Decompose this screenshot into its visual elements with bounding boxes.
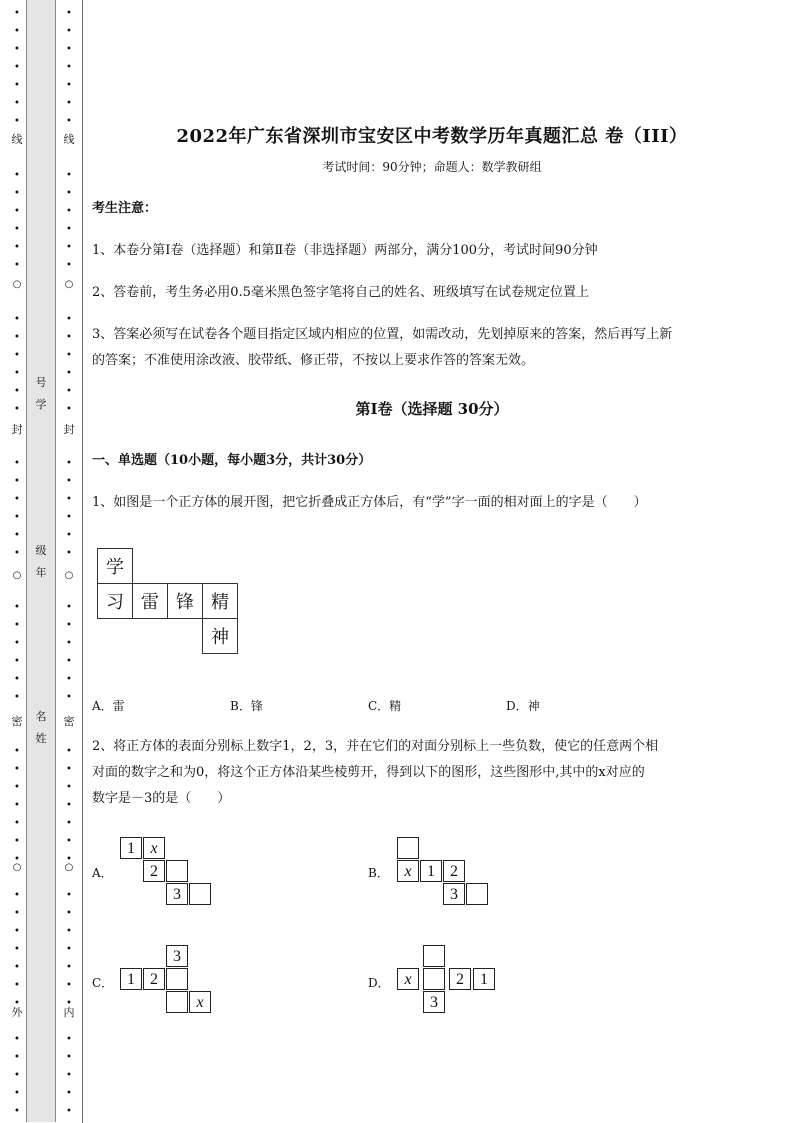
seal-dot: • xyxy=(14,764,20,775)
seal-circle: ○ xyxy=(12,570,22,581)
seal-dot: • xyxy=(66,350,72,361)
fig-d-cell-x: x xyxy=(397,968,419,990)
seal-dot: • xyxy=(66,62,72,73)
seal-dot: • xyxy=(14,476,20,487)
q2-option-c[interactable]: C． xyxy=(92,976,114,990)
seal-dot: • xyxy=(14,800,20,811)
seal-dot: • xyxy=(14,170,20,181)
seal-dot: • xyxy=(66,476,72,487)
seal-dot: • xyxy=(14,332,20,343)
name-label: 名姓 xyxy=(35,710,47,745)
seal-dot: • xyxy=(14,458,20,469)
seal-dot: • xyxy=(66,764,72,775)
fig-b-cell-blank-1 xyxy=(397,837,419,859)
binding-line xyxy=(82,0,83,1123)
fig-a-cell-1: 1 xyxy=(120,837,142,859)
fig-b-cell-2: 2 xyxy=(443,860,465,882)
seal-dot: • xyxy=(66,44,72,55)
seal-marker: 外 xyxy=(11,1006,23,1019)
notice-item-2: 2、答卷前，考生务必用0.5毫米黑色签字笔将自己的姓名、班级填写在试卷规定位置上 xyxy=(92,285,589,300)
fig-c-cell-x: x xyxy=(189,991,211,1013)
net-cell-feng: 锋 xyxy=(168,584,203,619)
inner-seal-column xyxy=(62,0,76,1123)
seal-dot: • xyxy=(66,656,72,667)
seal-dot: • xyxy=(14,746,20,757)
question-2-stem-line-1: 2、将正方体的表面分别标上数字1，2，3，并在它们的对面分别标上一些负数，使它的任意两个相 xyxy=(92,739,659,754)
net-cell-lei: 雷 xyxy=(133,584,168,619)
seal-dot: • xyxy=(66,638,72,649)
question-1-stem: 1、如图是一个正方体的展开图，把它折叠成正方体后，有“学”字一面的相对面上的字是（ ） xyxy=(92,495,647,510)
seal-dot: • xyxy=(14,620,20,631)
seal-dot: • xyxy=(66,530,72,541)
seal-dot: • xyxy=(66,404,72,415)
seal-dot: • xyxy=(66,512,72,523)
seal-dot: • xyxy=(14,224,20,235)
seal-dot: • xyxy=(66,206,72,217)
seal-dot: • xyxy=(66,980,72,991)
seal-marker: 封 xyxy=(11,423,23,436)
seal-dot: • xyxy=(14,530,20,541)
q1-option-a[interactable]: A．雷 xyxy=(92,699,125,713)
seal-circle: ○ xyxy=(64,279,74,290)
seal-dot: • xyxy=(14,1088,20,1099)
seal-dot: • xyxy=(66,746,72,757)
student-id-label: 号学 xyxy=(35,376,47,411)
seal-marker: 密 xyxy=(11,715,23,728)
q1-option-b[interactable]: B．锋 xyxy=(230,699,263,713)
seal-dot: • xyxy=(14,242,20,253)
fig-a-cell-blank-1 xyxy=(166,860,188,882)
seal-dot: • xyxy=(66,854,72,865)
seal-dot: • xyxy=(66,458,72,469)
seal-dot: • xyxy=(66,926,72,937)
seal-dot: • xyxy=(14,656,20,667)
seal-dot: • xyxy=(14,548,20,559)
seal-dot: • xyxy=(66,782,72,793)
net-cell-shen: 神 xyxy=(203,619,238,654)
seal-dot: • xyxy=(14,998,20,1009)
seal-dot: • xyxy=(66,620,72,631)
seal-dot: • xyxy=(66,314,72,325)
fig-b-cell-x: x xyxy=(397,860,419,882)
fig-c-cell-3: 3 xyxy=(166,945,188,967)
seal-dot: • xyxy=(14,350,20,361)
net-cell-jing: 精 xyxy=(203,584,238,619)
seal-dot: • xyxy=(14,44,20,55)
seal-dot: • xyxy=(14,116,20,127)
seal-dot: • xyxy=(14,1070,20,1081)
fig-b-cell-1: 1 xyxy=(420,860,442,882)
section-title: 第I卷（选择题 30分） xyxy=(355,400,509,418)
seal-dot: • xyxy=(66,494,72,505)
grade-label: 级年 xyxy=(35,544,47,579)
seal-dot: • xyxy=(66,116,72,127)
seal-marker: 封 xyxy=(63,423,75,436)
seal-dot: • xyxy=(66,800,72,811)
seal-marker: 内 xyxy=(63,1006,75,1019)
seal-dot: • xyxy=(14,944,20,955)
seal-dot: • xyxy=(14,368,20,379)
notice-item-3: 3、答案必须写在试卷各个题目指定区域内相应的位置，如需改动，先划掉原来的答案，然后再写上新 xyxy=(92,327,673,342)
seal-marker: 线 xyxy=(63,133,75,146)
fig-b-cell-blank-2 xyxy=(466,883,488,905)
seal-dot: • xyxy=(66,908,72,919)
seal-dot: • xyxy=(14,62,20,73)
notice-item-1: 1、本卷分第I卷（选择题）和第Ⅱ卷（非选择题）两部分，满分100分，考试时间90分钟 xyxy=(92,243,598,258)
seal-dot: • xyxy=(66,1034,72,1045)
notice-item-3-cont: 的答案；不准使用涂改液、胶带纸、修正带，不按以上要求作答的答案无效。 xyxy=(92,353,535,368)
seal-dot: • xyxy=(14,26,20,37)
seal-dot: • xyxy=(14,1034,20,1045)
seal-dot: • xyxy=(14,404,20,415)
seal-dot: • xyxy=(14,962,20,973)
seal-dot: • xyxy=(14,674,20,685)
seal-dot: • xyxy=(14,926,20,937)
seal-dot: • xyxy=(66,260,72,271)
seal-dot: • xyxy=(66,962,72,973)
seal-dot: • xyxy=(66,170,72,181)
seal-circle: ○ xyxy=(12,862,22,873)
seal-dot: • xyxy=(14,602,20,613)
fig-b-cell-3: 3 xyxy=(443,883,465,905)
seal-dot: • xyxy=(14,314,20,325)
seal-dot: • xyxy=(14,206,20,217)
seal-dot: • xyxy=(14,260,20,271)
part-heading: 一、单选题（10小题，每小题3分，共计30分） xyxy=(92,453,372,468)
seal-dot: • xyxy=(14,638,20,649)
seal-dot: • xyxy=(66,548,72,559)
fig-a-cell-2: 2 xyxy=(143,860,165,882)
seal-dot: • xyxy=(14,818,20,829)
seal-dot: • xyxy=(14,854,20,865)
seal-dot: • xyxy=(14,1052,20,1063)
seal-dot: • xyxy=(66,368,72,379)
seal-dot: • xyxy=(66,224,72,235)
seal-circle: ○ xyxy=(12,279,22,290)
fig-d-cell-blank-1 xyxy=(423,945,445,967)
seal-dot: • xyxy=(66,26,72,37)
fig-a-cell-blank-2 xyxy=(189,883,211,905)
seal-dot: • xyxy=(66,836,72,847)
seal-dot: • xyxy=(14,980,20,991)
seal-circle: ○ xyxy=(64,862,74,873)
q1-option-c[interactable]: C．精 xyxy=(368,699,402,713)
seal-dot: • xyxy=(66,602,72,613)
question-2-stem-line-3: 数字是－3的是（ ） xyxy=(92,791,231,806)
q1-cube-net xyxy=(97,548,238,654)
question-2-stem-line-2: 对面的数字之和为0，将这个正方体沿某些棱剪开，得到以下的图形，这些图形中,其中的x对应的 xyxy=(92,765,645,780)
q2-option-d[interactable]: D． xyxy=(368,976,390,990)
seal-marker: 密 xyxy=(63,715,75,728)
seal-circle: ○ xyxy=(64,570,74,581)
seal-dot: • xyxy=(14,692,20,703)
seal-dot: • xyxy=(14,1106,20,1117)
seal-dot: • xyxy=(14,782,20,793)
seal-marker: 线 xyxy=(11,133,23,146)
seal-dot: • xyxy=(66,692,72,703)
seal-dot: • xyxy=(66,8,72,19)
notice-heading: 考生注意： xyxy=(92,201,158,216)
seal-dot: • xyxy=(66,674,72,685)
fig-c-cell-blank-2 xyxy=(166,991,188,1013)
fig-c-cell-2: 2 xyxy=(143,968,165,990)
seal-dot: • xyxy=(14,386,20,397)
seal-dot: • xyxy=(14,512,20,523)
seal-dot: • xyxy=(14,836,20,847)
outer-seal-column xyxy=(10,0,24,1123)
seal-dot: • xyxy=(66,890,72,901)
seal-dot: • xyxy=(66,1070,72,1081)
net-cell-xi: 习 xyxy=(98,584,133,619)
seal-dot: • xyxy=(14,80,20,91)
page-title: 2022年广东省深圳市宝安区中考数学历年真题汇总 卷（III） xyxy=(176,126,688,147)
fig-d-cell-blank-2 xyxy=(423,968,445,990)
seal-dot: • xyxy=(66,1106,72,1117)
fig-a-cell-x: x xyxy=(143,837,165,859)
seal-dot: • xyxy=(66,80,72,91)
seal-dot: • xyxy=(66,98,72,109)
q2-option-b[interactable]: B． xyxy=(368,866,389,880)
fig-d-cell-2: 2 xyxy=(449,968,471,990)
q2-option-a[interactable]: A． xyxy=(92,866,113,880)
seal-dot: • xyxy=(66,818,72,829)
seal-dot: • xyxy=(14,494,20,505)
fig-a-cell-3: 3 xyxy=(166,883,188,905)
seal-dot: • xyxy=(66,386,72,397)
seal-dot: • xyxy=(66,332,72,343)
page-subtitle: 考试时间：90分钟；命题人：数学教研组 xyxy=(322,160,542,174)
seal-dot: • xyxy=(14,8,20,19)
seal-dot: • xyxy=(14,908,20,919)
seal-dot: • xyxy=(66,944,72,955)
seal-dot: • xyxy=(66,1088,72,1099)
binding-margin xyxy=(0,0,84,1123)
seal-dot: • xyxy=(66,188,72,199)
fig-d-cell-3: 3 xyxy=(423,991,445,1013)
seal-dot: • xyxy=(66,998,72,1009)
fig-c-cell-1: 1 xyxy=(120,968,142,990)
seal-dot: • xyxy=(66,1052,72,1063)
q1-option-d[interactable]: D．神 xyxy=(506,699,540,713)
net-cell-xue: 学 xyxy=(98,549,133,584)
seal-dot: • xyxy=(14,890,20,901)
fig-d-cell-1: 1 xyxy=(473,968,495,990)
seal-dot: • xyxy=(66,242,72,253)
seal-dot: • xyxy=(14,188,20,199)
fig-c-cell-blank-1 xyxy=(166,968,188,990)
seal-dot: • xyxy=(14,98,20,109)
